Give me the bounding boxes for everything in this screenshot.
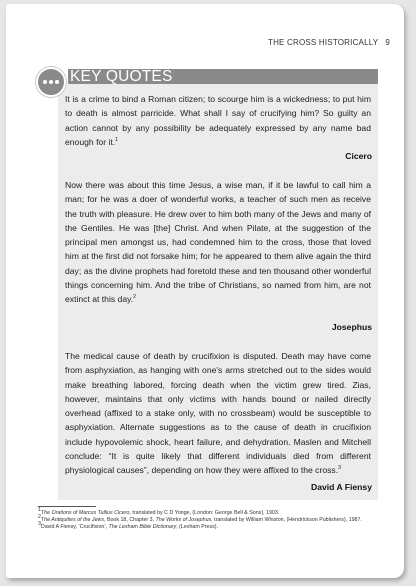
running-head-title: THE CROSS HISTORICALLY [267,38,379,47]
footnote: $^2$The Antiquities of the Jews, Book 18, Chapter 3, The Works of Josephus, translated by William Whiston, (Hendrickson Publishers), 1987. [38,514,362,524]
quote-attribution: Cicero [345,151,372,161]
quote-fiensy [65,349,371,478]
quote-text: Now there was about this time Jesus, a wise man, if it be lawful to call him a man; for he was a doer of wonderful works, a teacher of such men as receive the truth with pleasure. He drew over to him both many of the Jews and many of the Gentiles. He was [the] Christ. And when Pilate, at the suggestion of the principal men amongst us, had condemned him to the cross, those that loved him at the first did not forsake him; for he appeared to them alive again the third day; as the divine prophets had foretold these and ten thousand other wonderful things concerning him. And the tribe of Christians, so named from him, are not extinct at this day. [65,180,371,305]
footnote-ref[interactable]: 2 [133,294,137,301]
speech-bubble-icon [36,67,66,97]
footnote: $^3$David A Fiensy, ‘Crucifixion’, The Lexham Bible Dictionary, (Lexham Press). [38,521,219,531]
footnote: $^1$The Orations of Marcus Tullius Cicero, translated by C D Yonge, (London: George Bell & Sons), 1903. [38,507,280,516]
quote-attribution: David A Fiensy [311,482,372,492]
quote-josephus [65,178,371,307]
page-number: 9 [385,38,390,47]
quote-attribution: Josephus [331,322,372,332]
footnotes [38,507,384,531]
footnote-ref[interactable]: 3 [338,465,341,472]
footnote-divider [38,506,96,507]
quote-text: It is a crime to bind a Roman citizen; to scourge him is a wickedness; to put him to death is almost parricide. What shall I say of crucifying him? So guilty an action cannot by any possibility be adequately expressed by any name bad enough for it. [65,94,371,147]
footnote-ref[interactable]: 1 [115,137,119,144]
key-quotes-title: KEY QUOTES [70,68,173,85]
quote-cicero [65,92,371,149]
running-head [268,38,390,47]
quote-text: The medical cause of death by crucifixion is disputed. Death may have come from asphyxiation, as hanging with one's arms stretched out to the sides would make breathing labored, forcing death when the victim grew tired. Zias, however, maintains that only victims with hands bound or nailed directly overhead (affixed to a stake only, with no crossbeam) would be susceptible to asphyxiation. Alternate suggestions as to the cause of death in crucifixion include hypovolemic shock, heart failure, and dehydration. Maslen and Mitchell conclude: “It is quite likely that different individuals died from different physiological causes”, depending on how they were affixed to the cross. [65,351,371,476]
